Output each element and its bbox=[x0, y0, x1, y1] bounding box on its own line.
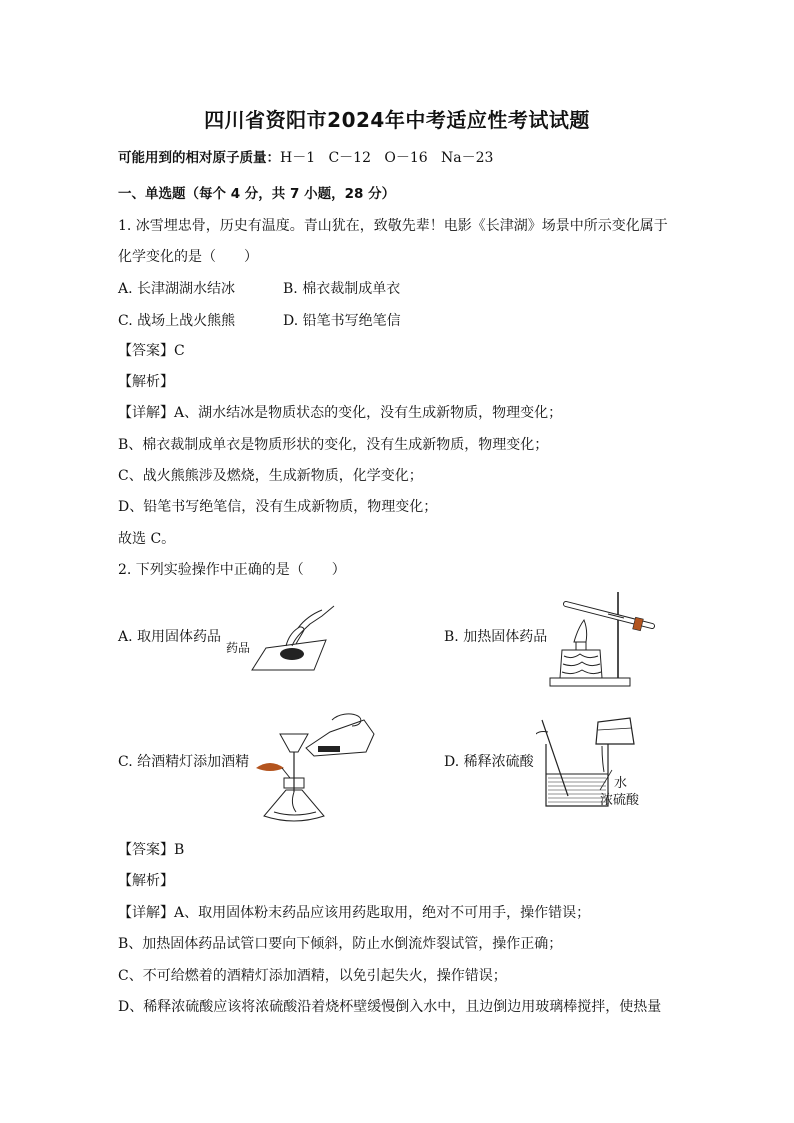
q1-detail-a: 【详解】A、湖水结冰是物质状态的变化，没有生成新物质，物理变化； bbox=[118, 405, 563, 421]
q1-detail-b: B、棉衣裁制成单衣是物质形状的变化，没有生成新物质，物理变化； bbox=[118, 437, 549, 453]
heating-solid-apparatus-illustration bbox=[548, 586, 666, 690]
q2-analysis: 【解析】 bbox=[118, 873, 174, 889]
q1-detail-d: D、铅笔书写绝笔信，没有生成新物质，物理变化； bbox=[118, 499, 438, 515]
adding-alcohol-to-lamp-illustration bbox=[254, 712, 380, 828]
q1-option-b: B. 棉衣裁制成单衣 bbox=[283, 281, 401, 297]
q2-detail-b: B、加热固体药品试管口要向下倾斜，防止水倒流炸裂试管，操作正确； bbox=[118, 936, 563, 952]
q2-detail-c: C、不可给燃着的酒精灯添加酒精，以免引起失火，操作错误； bbox=[118, 968, 507, 984]
q2-option-a: A. 取用固体药品 bbox=[118, 629, 222, 645]
q1-analysis: 【解析】 bbox=[118, 374, 174, 390]
hand-taking-solid-illustration bbox=[226, 600, 336, 672]
q1-option-c: C. 战场上战火熊熊 bbox=[118, 313, 236, 329]
atomic-mass-values: H－1 C－12 O－16 Na－23 bbox=[280, 150, 494, 166]
page-title: 四川省资阳市2024年中考适应性考试试题 bbox=[204, 108, 590, 132]
section-heading: 一、单选题（每个 4 分，共 7 小题，28 分） bbox=[118, 186, 396, 202]
q1-option-d: D. 铅笔书写绝笔信 bbox=[283, 313, 401, 329]
q2-detail-a: 【详解】A、取用固体粉末药品应该用药匙取用，绝对不可用手，操作错误； bbox=[118, 905, 591, 921]
q2-option-b: B. 加热固体药品 bbox=[444, 629, 548, 645]
fig-d-label-water: 水 bbox=[614, 776, 628, 791]
q1-stem-line1: 1. 冰雪埋忠骨，历史有温度。青山犹在，致敬先辈！电影《长津湖》场景中所示变化属于 bbox=[118, 218, 668, 234]
q1-detail-c: C、战火熊熊涉及燃烧，生成新物质，化学变化； bbox=[118, 468, 423, 484]
atomic-mass-line bbox=[118, 148, 493, 168]
fig-d-label-acid: 浓硫酸 bbox=[600, 793, 640, 808]
q1-conclusion: 故选 C。 bbox=[118, 531, 176, 547]
q1-option-a: A. 长津湖湖水结冰 bbox=[118, 281, 236, 297]
q1-answer: 【答案】C bbox=[118, 343, 185, 359]
q2-detail-d: D、稀释浓硫酸应该将浓硫酸沿着烧杯壁缓慢倒入水中，且边倒边用玻璃棒搅拌，使热量 bbox=[118, 999, 662, 1015]
fig-a-label: 药品 bbox=[226, 641, 251, 655]
q2-answer: 【答案】B bbox=[118, 842, 185, 858]
q1-stem-line2: 化学变化的是（ ） bbox=[118, 249, 258, 265]
q2-option-c: C. 给酒精灯添加酒精 bbox=[118, 754, 250, 770]
diluting-sulfuric-acid-illustration bbox=[536, 716, 666, 810]
q2-stem: 2. 下列实验操作中正确的是（ ） bbox=[118, 562, 346, 578]
q2-option-d: D. 稀释浓硫酸 bbox=[444, 754, 534, 770]
atomic-mass-label: 可能用到的相对原子质量： bbox=[118, 150, 280, 166]
